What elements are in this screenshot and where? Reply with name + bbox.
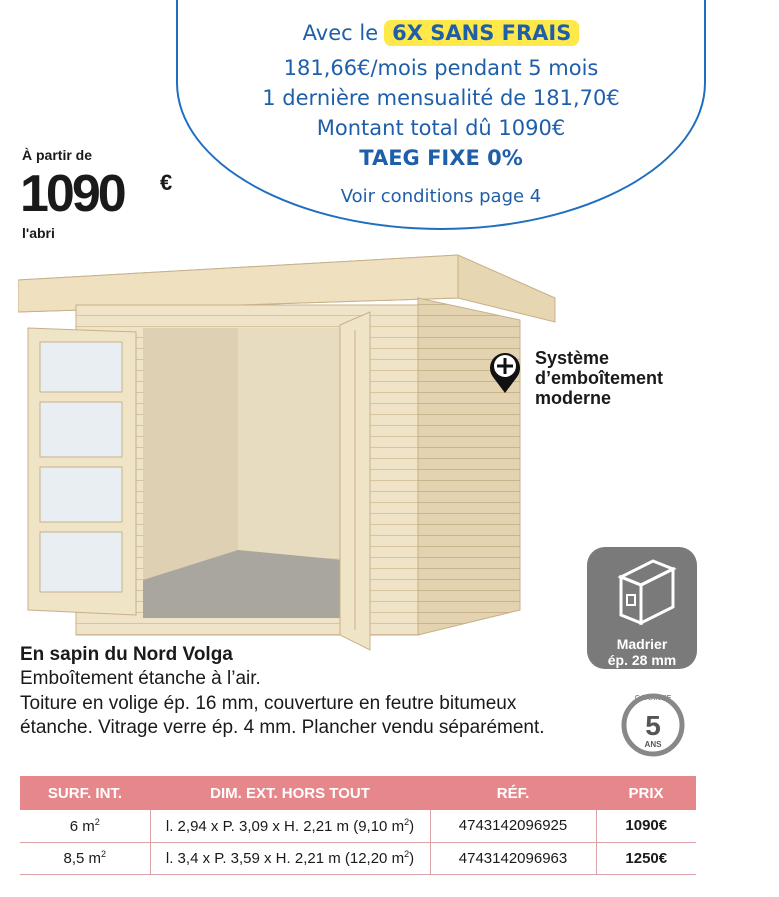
table-row — [20, 842, 696, 874]
product-table — [20, 776, 696, 875]
price-from-label: À partir de — [22, 147, 93, 163]
warranty-years: 5 — [645, 710, 661, 741]
timber-beam-icon — [601, 557, 683, 627]
header-reference: RÉF. — [430, 776, 596, 810]
product-desc-2: Toiture en volige ép. 16 mm, couverture en feutre bitumeux étanche. Vitrage verre ép. 4 mm. Plancher vendu séparément. — [20, 693, 545, 738]
price-unit: l'abri — [22, 225, 55, 241]
madrier-badge — [587, 547, 697, 635]
madrier-label — [587, 633, 697, 669]
feature-text: Système d’emboîtement moderne — [535, 348, 664, 408]
plus-pin-icon — [488, 349, 522, 395]
header-price: PRIX — [596, 776, 696, 810]
cell-surface: 6 $m^2$ — [20, 810, 150, 842]
header-dimensions: DIM. EXT. HORS TOUT — [150, 776, 430, 810]
financing-monthly: 181,66€/mois pendant 5 mois — [283, 56, 599, 80]
financing-offer — [176, 20, 706, 46]
price-amount: 1090 — [20, 165, 124, 223]
cell-dimensions: l. 2,94 x P. 3,09 x H. 2,21 m (9,10 $m^2$) — [150, 810, 430, 842]
financing-taeg: TAEG FIXE 0% — [359, 146, 523, 170]
cell-price: 1090€ — [596, 810, 696, 842]
product-desc-1: Emboîtement étanche à l’air. — [20, 668, 261, 689]
madrier-line2: ép. 28 mm — [607, 652, 677, 668]
cell-dimensions: l. 3,4 x P. 3,59 x H. 2,21 m (12,20 $m^2$) — [150, 842, 430, 874]
header-surface: SURF. INT. — [20, 776, 150, 810]
warranty-top-text: GARANTIE — [634, 695, 672, 702]
cell-reference: 4743142096963 — [430, 842, 596, 874]
financing-prefix: Avec le — [302, 21, 379, 45]
cell-price: 1250€ — [596, 842, 696, 874]
financing-conditions-link[interactable]: Voir conditions page 4 — [340, 186, 542, 207]
shed-image — [18, 250, 563, 660]
financing-last-payment: 1 dernière mensualité de 181,70€ — [262, 86, 620, 110]
cell-surface: 8,5 $m^2$ — [20, 842, 150, 874]
madrier-line1: Madrier — [616, 636, 668, 652]
cell-reference: 4743142096925 — [430, 810, 596, 842]
financing-total: Montant total dû 1090€ — [316, 116, 566, 140]
warranty-unit: ANS — [644, 740, 662, 749]
product-title: En sapin du Nord Volga — [20, 644, 233, 665]
warranty-5-years-icon — [618, 688, 688, 758]
financing-badge: 6X SANS FRAIS — [384, 20, 579, 46]
price-currency: € — [160, 170, 173, 195]
table-header-row — [20, 776, 696, 810]
table-row — [20, 810, 696, 842]
